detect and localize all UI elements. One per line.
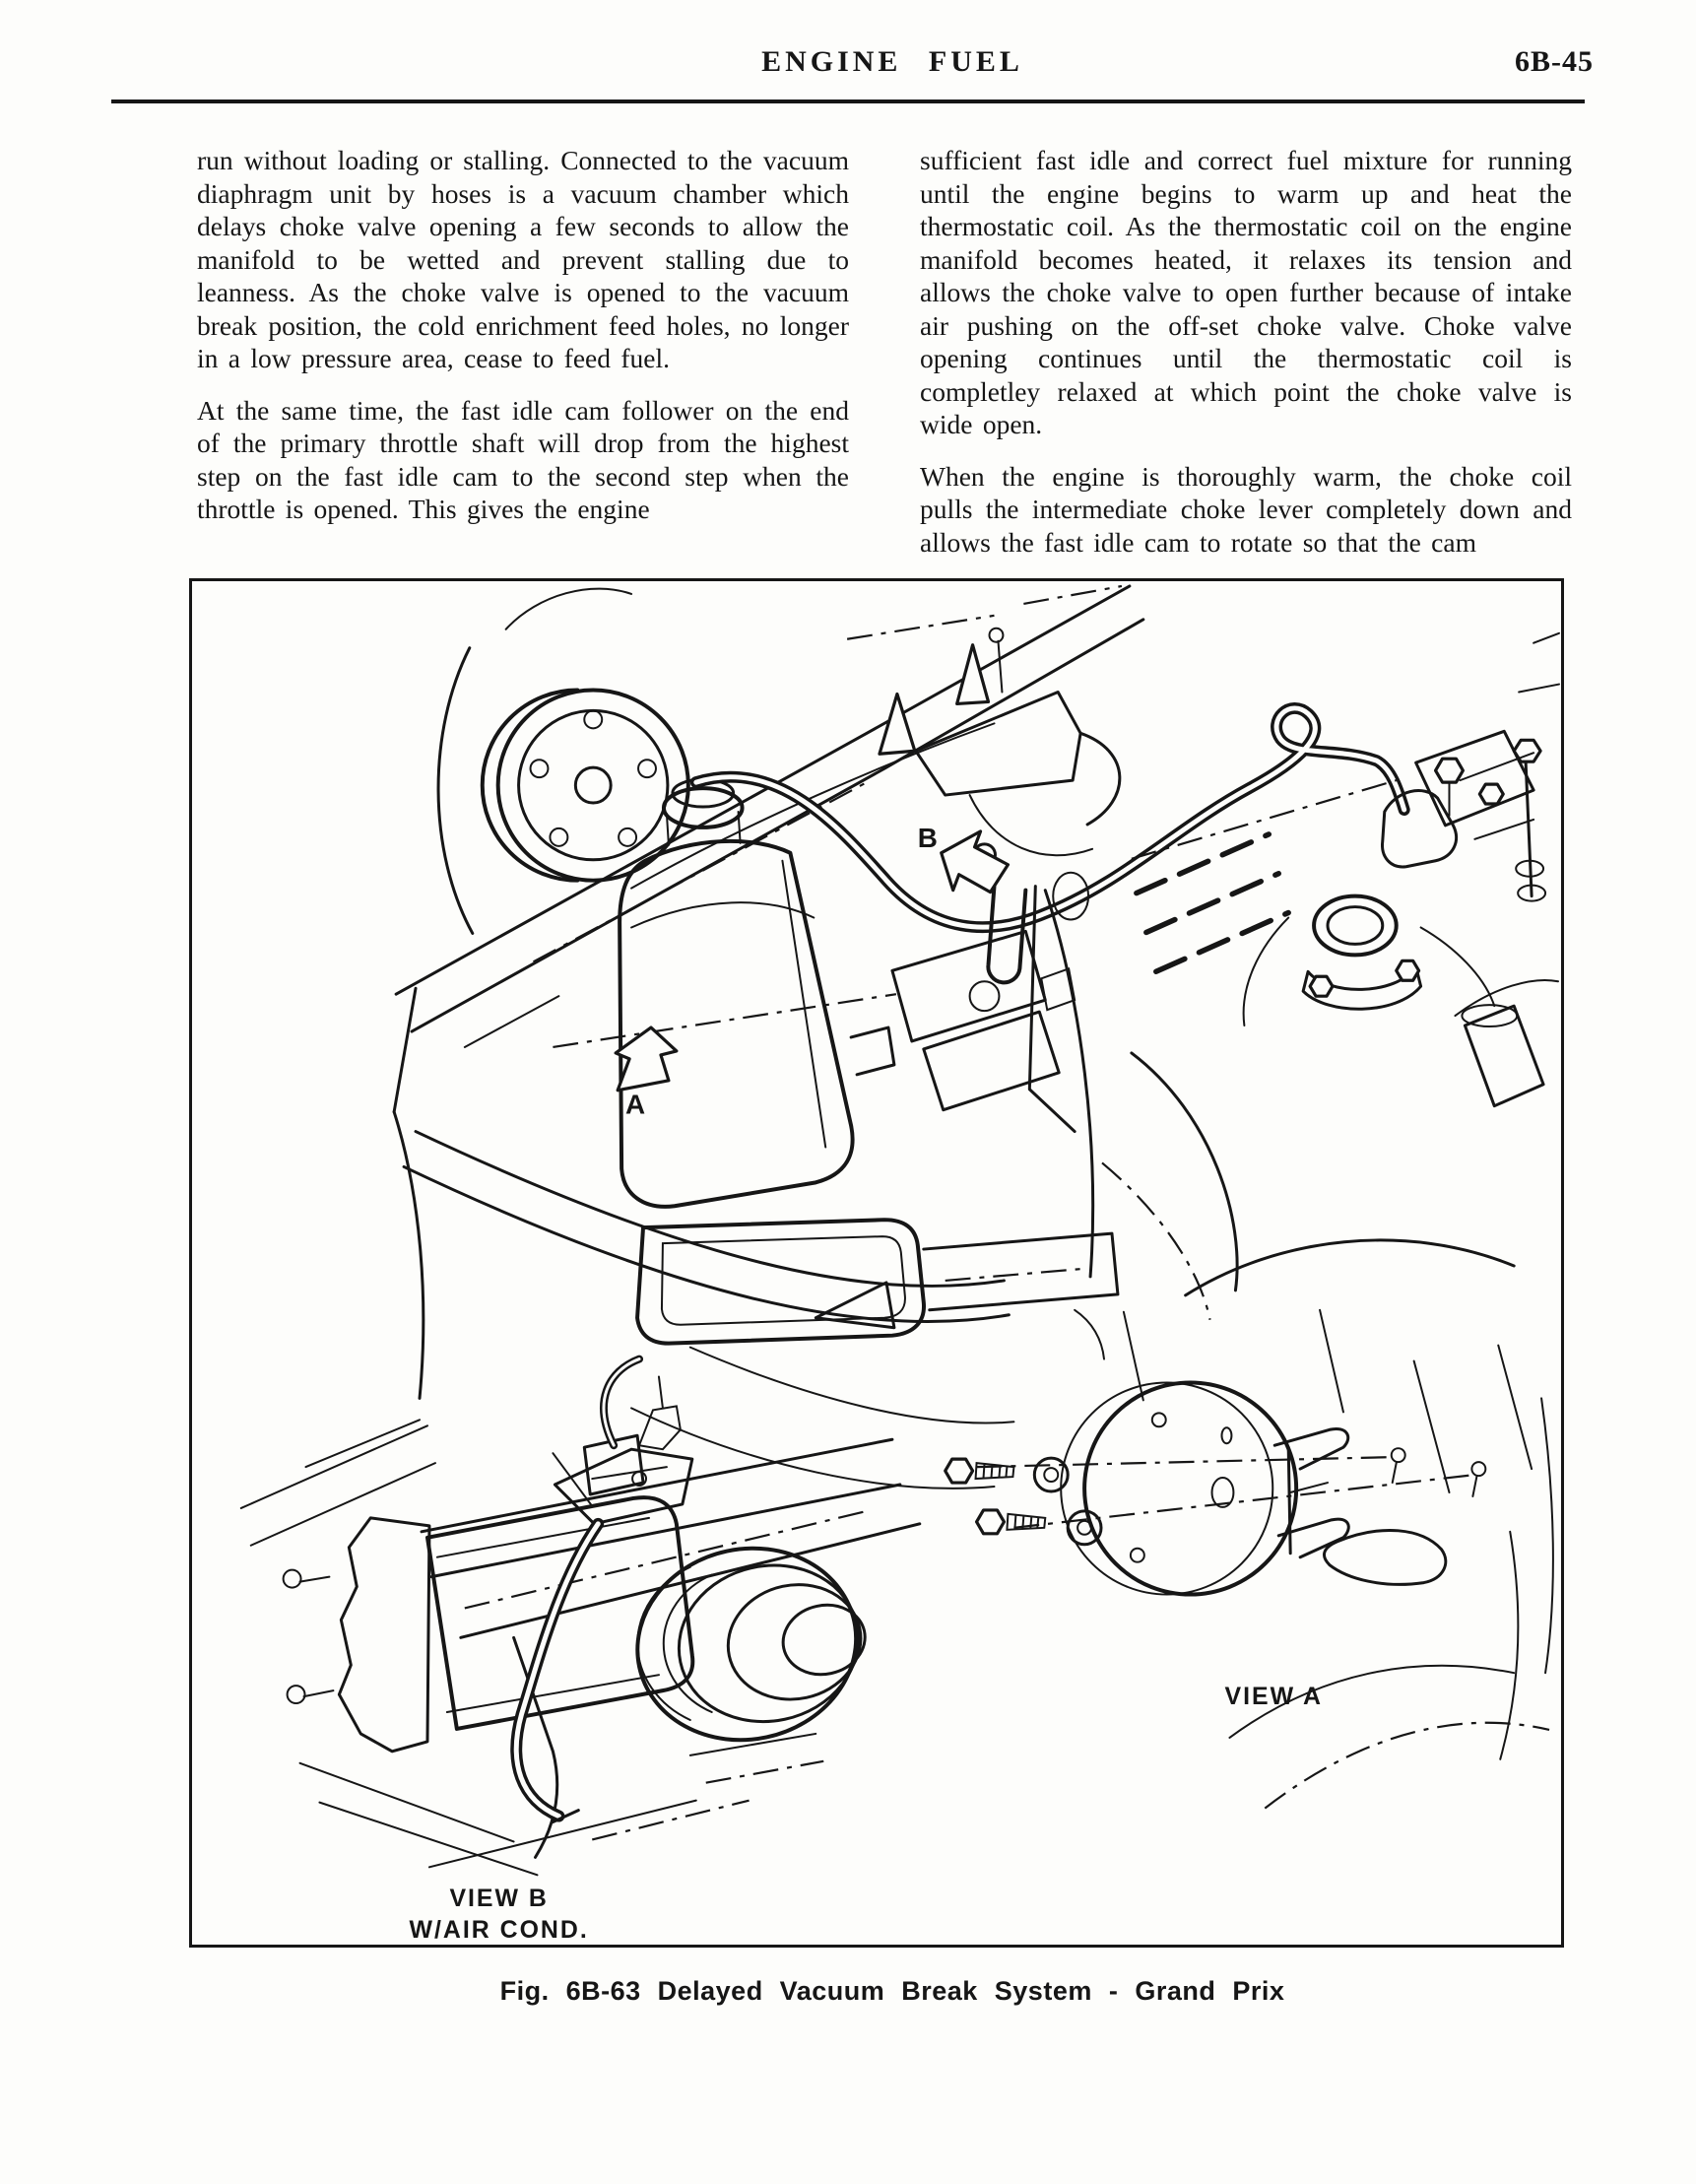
text-column-right (920, 144, 1572, 577)
page-number: 6B-45 (1515, 45, 1594, 78)
text-column-left (197, 144, 849, 545)
arrow-a (616, 1027, 677, 1120)
label-b: B (917, 822, 938, 853)
page-title: ENGINE FUEL (761, 45, 1023, 78)
view-b-inset (241, 1359, 881, 1944)
paragraph: When the engine is thoroughly warm, the choke coil pulls the intermediate choke lever completely down and allows the fast idle cam to rotate so that the cam (920, 460, 1572, 558)
view-b-subtitle: W/AIR COND. (409, 1916, 589, 1945)
header-divider (111, 99, 1585, 103)
firewall-and-wheelhouse (892, 873, 1514, 1320)
paragraph: At the same time, the fast idle cam follower on the end of the primary throttle shaft will drop from the highest step on the fast idle cam to the second step when the throttle is opened. This gives the engine (197, 394, 849, 524)
figure-caption: Fig. 6B-63 Delayed Vacuum Break System - Grand Prix (499, 1976, 1285, 2006)
water-pump-pulley (438, 589, 688, 934)
view-a-label: VIEW A (1224, 1683, 1323, 1711)
hood-and-latch (396, 586, 1143, 1047)
label-a: A (624, 1089, 646, 1120)
view-b-label: VIEW B (449, 1885, 549, 1913)
carburetor-and-manifold (1132, 633, 1559, 1106)
figure-box (189, 578, 1564, 1948)
engine-compartment-illustration (192, 581, 1561, 1945)
paragraph: sufficient fast idle and correct fuel mixture for running until the engine begins to warm up and heat the thermostatic coil. As the thermostatic coil on the engine manifold becomes heated, it relaxes its tension and allows the choke valve to open further because of intake air pushing on the off-set choke valve. Choke valve opening continues until the thermostatic coil is completley relaxed at which point the choke valve is wide open. (920, 145, 1572, 439)
view-a-inset (946, 1310, 1553, 1809)
paragraph: run without loading or stalling. Connected to the vacuum diaphragm unit by hoses is a vacuum chamber which delays choke valve opening a few seconds to allow the manifold to be wetted and prevent stalling due to leanness. As the choke valve is opened to the vacuum break position, the cold enrichment feed holes, no longer in a low pressure area, cease to feed fuel. (197, 145, 849, 373)
frame-rails (394, 988, 1118, 1857)
arrow-b (918, 823, 1009, 893)
